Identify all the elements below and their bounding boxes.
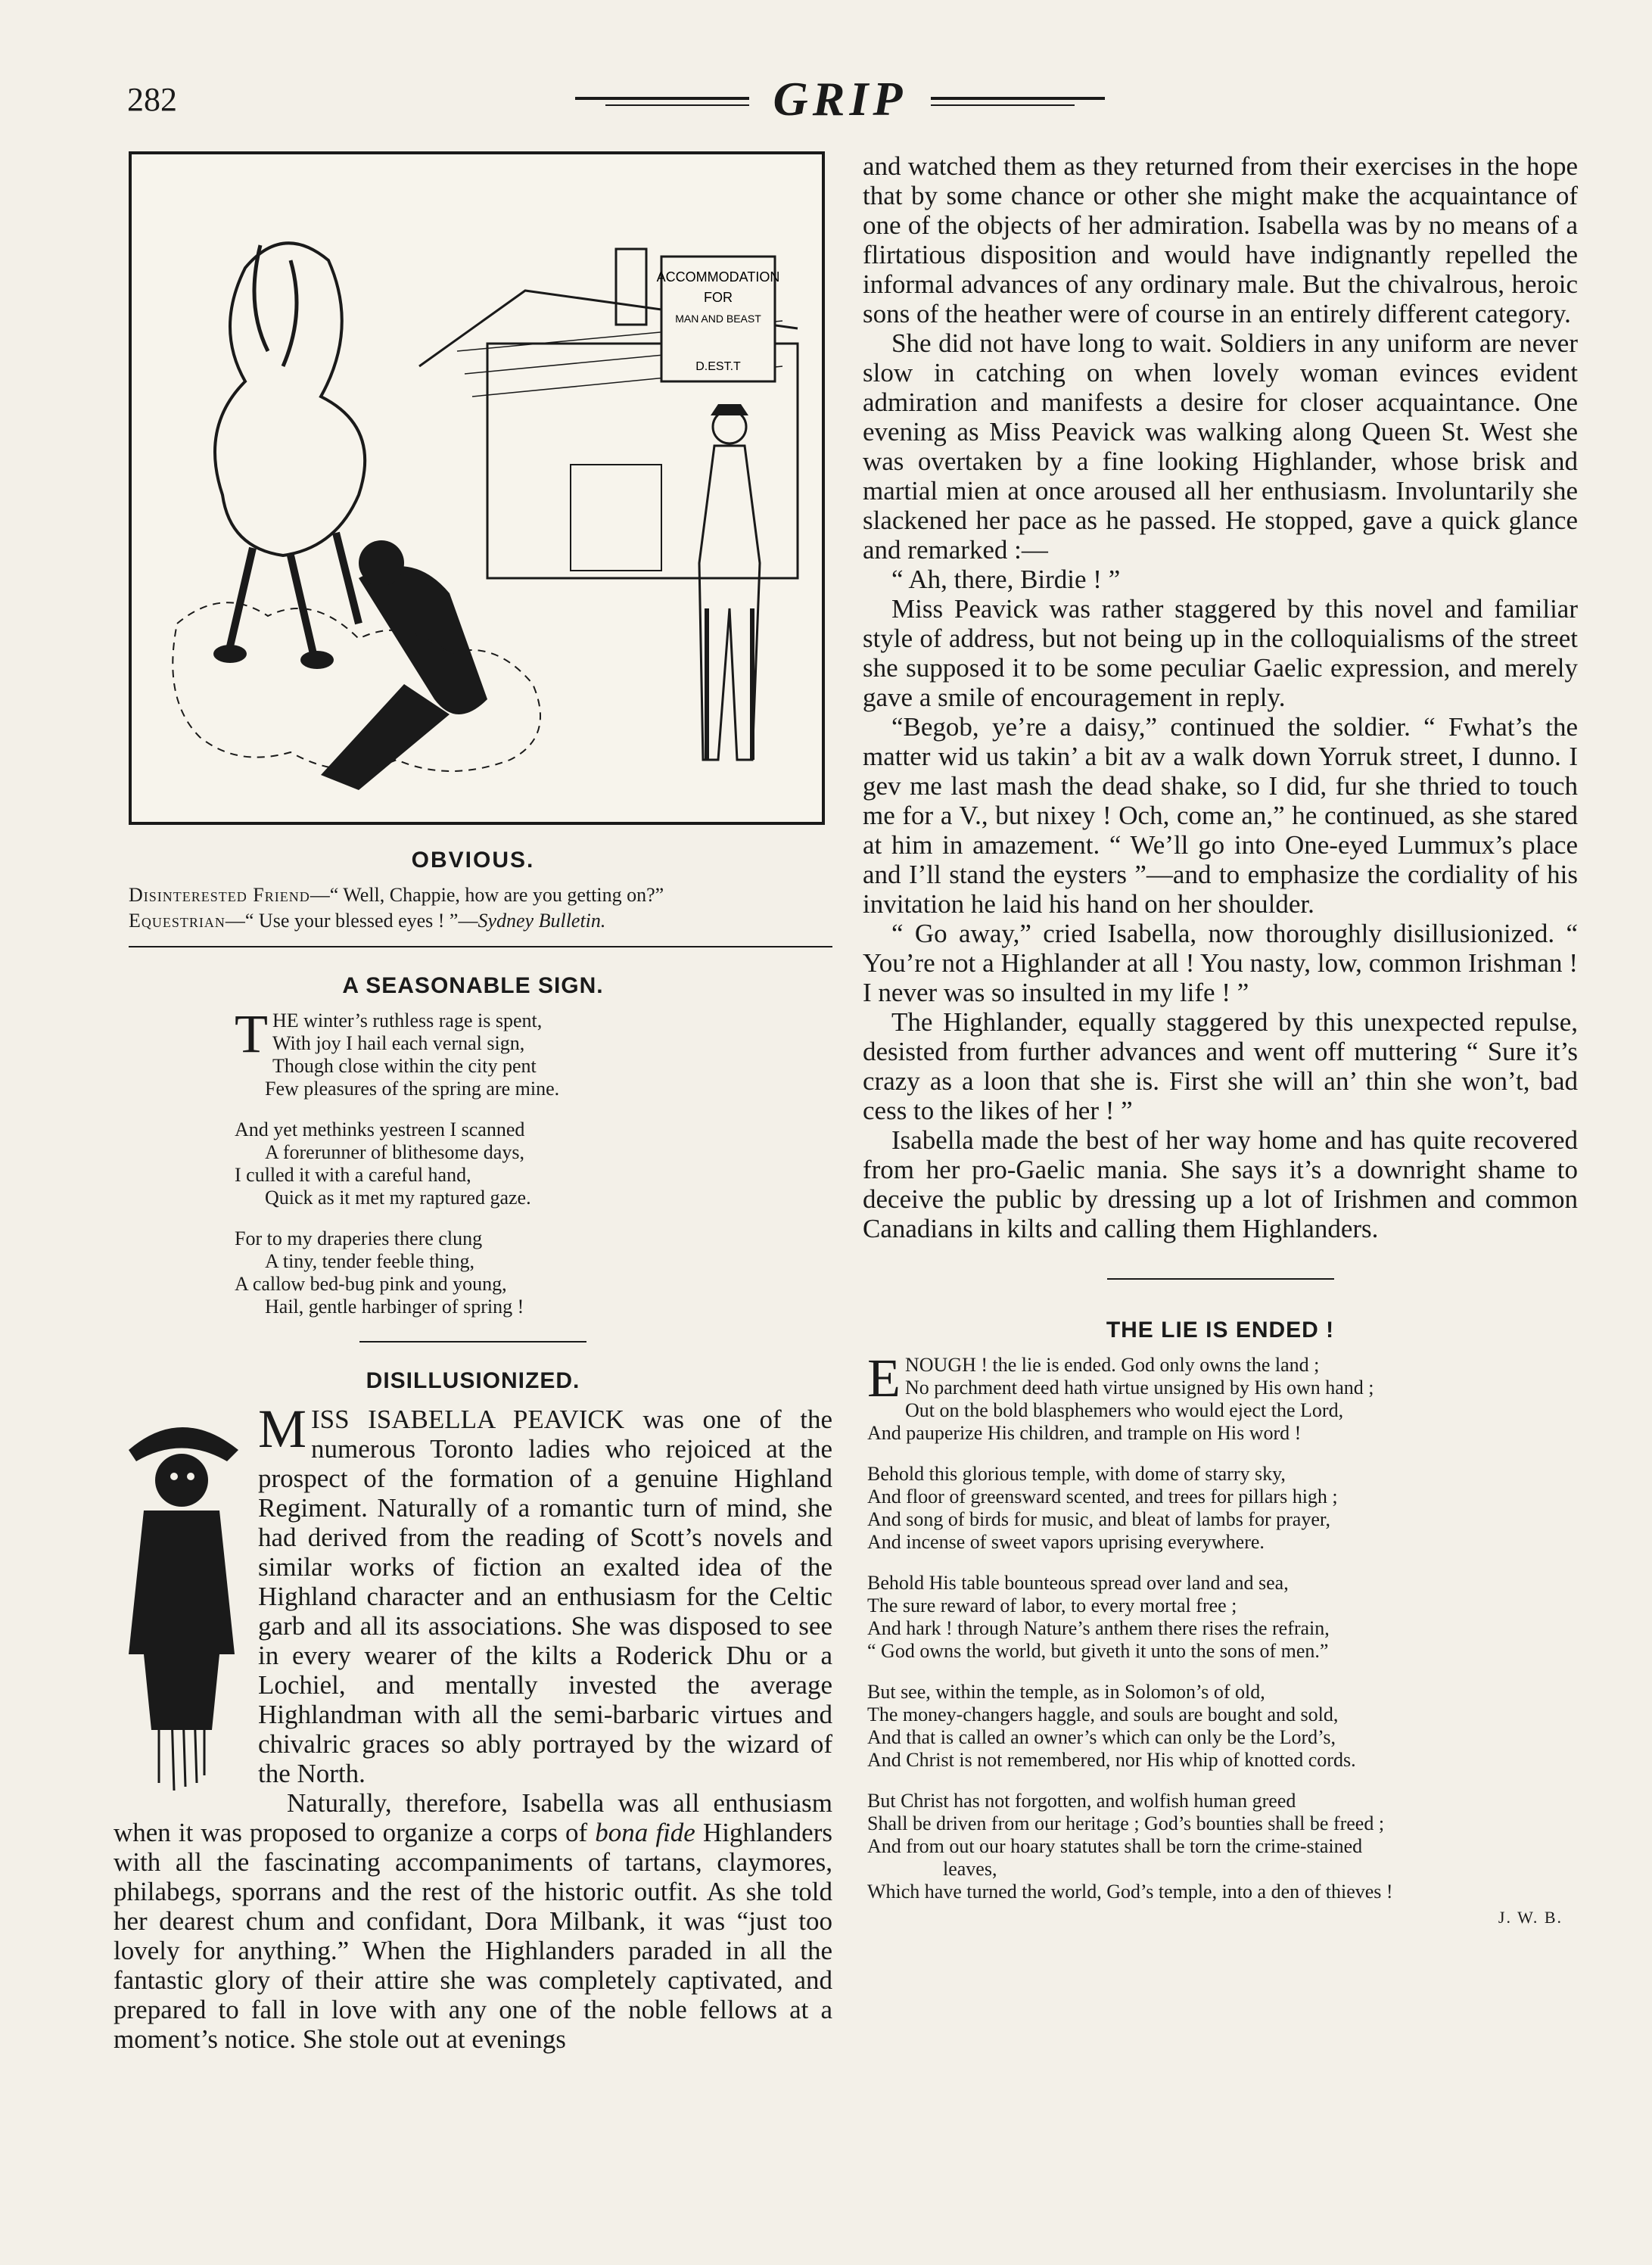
paragraph: Isabella made the best of her way home and has quite recovered from her pro-Gaelic mania. She says it’s a downright shame to deceive the public by dressing up a lot of Irishmen and common Canadians in kilts and calling them Highlanders. [863, 1125, 1578, 1243]
speaker-equestrian: Equestrian [129, 910, 226, 932]
poem-line: Which have turned the world, God’s temple, into a den of thieves ! [867, 1881, 1393, 1903]
cartoon-illustration [129, 151, 825, 825]
cartoon-caption-line-2 [129, 908, 832, 934]
poem-line: “ God owns the world, but giveth it unto the sons of men.” [867, 1640, 1329, 1662]
cartoon-drawing [132, 154, 822, 822]
sign-line-1: ACCOMMODATION [656, 269, 780, 285]
divider-rule [359, 1341, 586, 1343]
poem-line: The money-changers haggle, and souls are bought and sold, [867, 1703, 1339, 1725]
poem-line: And incense of sweet vapors uprising everywhere. [867, 1531, 1265, 1553]
poem-line: Though close within the city pent [272, 1055, 537, 1077]
poem-line: No parchment deed hath virtue unsigned by His own hand ; [904, 1377, 1374, 1399]
caption-source: Sydney Bulletin. [478, 910, 606, 932]
poem-line: And pauperize His children, and trample on His word ! [867, 1422, 1302, 1444]
poem-stanza [867, 1681, 1578, 1772]
divider-rule [129, 946, 832, 947]
poem-line: A callow bed-bug pink and young, [235, 1273, 507, 1295]
poem-line: Quick as it met my raptured gaze. [265, 1187, 531, 1209]
divider-rule [1107, 1278, 1334, 1280]
poem-line: Behold this glorious temple, with dome of starry sky, [867, 1463, 1286, 1485]
poem-line: Few pleasures of the spring are mine. [265, 1078, 560, 1100]
poem-line: And Christ is not remembered, nor His whip of knotted cords. [867, 1749, 1356, 1771]
paragraph-text: ISS ISABELLA PEAVICK was one of the numerous Toronto ladies who rejoiced at the prospect of the formation of a genuine Highland Regiment. Naturally of a romantic turn of mind, she had derived from the reading of Scott’s novels and similar works of fiction an exalted idea of the Highland character and an enthusiasm for the Celtic garb and all its associations. She was disposed to see in every wearer of the kilts a Roderick Dhu or a Lochiel, and mentally invested the average Highlandman with all the semi-barbaric virtues and chivalric graces so ably portrayed by the wizard of the North. [258, 1405, 832, 1788]
poem-stanza [235, 1003, 832, 1100]
poem-line: leaves, [943, 1858, 997, 1880]
poem-stanza [235, 1118, 832, 1209]
masthead-rule-right [931, 97, 1105, 100]
poem-stanza [235, 1227, 832, 1318]
poem-line: But Christ has not forgotten, and wolfish human greed [867, 1790, 1296, 1812]
cartoon-caption-line-1 [129, 882, 832, 908]
paragraph-text: Naturally, therefore, Isabella was all enthusiasm when it was proposed to organize a corps of [114, 1788, 832, 1847]
paragraph [114, 1788, 832, 2054]
poem-line: With joy I hail each vernal sign, [272, 1032, 525, 1054]
poem-line: Out on the bold blasphemers who would eject the Lord, [904, 1399, 1344, 1421]
poem-line: And hark ! through Nature’s anthem there rises the refrain, [867, 1617, 1330, 1639]
masthead [575, 67, 1105, 127]
paragraph: and watched them as they returned from their exercises in the hope that by some chance or other she might make the acquaintance of one of the objects of her admiration. Isabella was by no means of a flirtatious disposition and would have indignantly repelled the informal advances of any ordinary male. But the chivalrous, heroic sons of the heather were of course in an entirely different category. [863, 151, 1578, 328]
poem-stanza [867, 1572, 1578, 1663]
sign-line-2: FOR [704, 290, 733, 305]
paragraph: “ Go away,” cried Isabella, now thoroughly disillusionized. “ You’re not a Highlander at all ! You nasty, low, common Irishman ! I never was so insulted in my life ! ” [863, 919, 1578, 1007]
poem-line: For to my draperies there clung [235, 1227, 483, 1249]
masthead-rule-left [575, 97, 749, 100]
paragraph: The Highlander, equally staggered by this unexpected repulse, desisted from further advances and went off muttering “ Sure it’s crazy as a loon that she is. First she will an’ thin she won’t, bad cess to the likes of her ! ” [863, 1007, 1578, 1125]
dropcap-t: T [235, 1003, 268, 1064]
disillusionized-article-right [863, 151, 1578, 1243]
poem-line: A tiny, tender feeble thing, [265, 1250, 475, 1272]
masthead-title: GRIP [773, 72, 907, 126]
poem-stanza [867, 1463, 1578, 1554]
caption-line-1-text: —“ Well, Chappie, how are you getting on?” [310, 884, 664, 906]
right-column [863, 151, 1578, 1929]
disillusionized-title: DISILLUSIONIZED. [366, 1368, 580, 1393]
paragraph: “ Ah, there, Birdie ! ” [891, 565, 1121, 594]
poem-line: Hail, gentle harbinger of spring ! [265, 1296, 524, 1318]
sign-line-3: MAN AND BEAST [675, 313, 761, 325]
highlander-figure [114, 1405, 246, 1798]
paragraph-text: Highlanders with all the fascinating accompaniments of tartans, claymores, philabegs, sporrans and the rest of the historic outfit. As she told her dearest chum and confidant, Dora Milbank, it was “just too lovely for anything.” When the Highlanders paraded in all the fantastic glory of their attire she was completely captivated, and prepared to fall in love with any one of the noble fellows at a moment’s notice. She stole out at evenings [114, 1818, 832, 2054]
page-number: 282 [127, 81, 177, 118]
paragraph: “Begob, ye’re a daisy,” continued the soldier. “ Fwhat’s the matter wid us takin’ a bit av a walk down Yorruk street, I dunno. I gev me last mash the dead shake, so I did, fur she thried to touch me for a V., but nixey ! Och, come an,” he continued, as she stared at him in amazement. “ We’ll go into One-eyed Lummux’s place and I’ll stand the eysters ”—and to emphasize the cordiality of his invitation he laid his hand on her shoulder. [863, 712, 1578, 919]
poem-line: Shall be driven from our heritage ; God’s bounties shall be freed ; [867, 1812, 1385, 1834]
lie-ended-title: THE LIE IS ENDED ! [1106, 1318, 1335, 1343]
cartoon-title: OBVIOUS. [411, 848, 535, 873]
poem-line: And that is called an owner’s which can only be the Lord’s, [867, 1726, 1336, 1748]
caption-line-2-text: —“ Use your blessed eyes ! ”— [225, 910, 478, 932]
poem-line: But see, within the temple, as in Solomon’s of old, [867, 1681, 1265, 1703]
masthead-rule-right-thin [931, 104, 1075, 106]
poem-line: HE winter’s ruthless rage is spent, [272, 1010, 543, 1031]
disillusionized-article-left [114, 1399, 832, 2054]
dropcap-e: E [867, 1348, 901, 1408]
poem-line: And floor of greensward scented, and trees for pillars high ; [867, 1486, 1338, 1507]
left-column [114, 151, 832, 2054]
speaker-disinterested-friend: Disinterested Friend [129, 884, 310, 906]
poem-signature: J. W. B. [1498, 1908, 1563, 1927]
poem-line: The sure reward of labor, to every mortal free ; [867, 1595, 1237, 1616]
poem-line: Behold His table bounteous spread over land and sea, [867, 1572, 1289, 1594]
poem-line: And song of birds for music, and bleat of lambs for prayer, [867, 1508, 1330, 1530]
sign-line-4: D.EST.T [695, 360, 741, 373]
poem-line: I culled it with a careful hand, [235, 1164, 471, 1186]
italic-text: bona fide [595, 1818, 695, 1847]
poem-line: And from out our hoary statutes shall be torn the crime-stained [867, 1835, 1363, 1857]
poem-line: A forerunner of blithesome days, [265, 1141, 524, 1163]
lie-ended-poem [867, 1348, 1578, 1929]
poem-stanza [867, 1790, 1578, 1903]
paragraph: Miss Peavick was rather staggered by this novel and familiar style of address, but not being up in the colloquialisms of the street she supposed it to be some peculiar Gaelic expression, and merely gave a smile of encouragement in reply. [863, 594, 1578, 712]
paragraph: She did not have long to wait. Soldiers in any uniform are never slow in catching on when lovely woman evinces evident admiration and manifests a desire for closer acquaintance. One evening as Miss Peavick was walking along Queen St. West she was overtaken by a fine looking Highlander, whose brisk and martial mien at once aroused all her enthusiasm. Involuntarily she slackened her pace as he passed. He stopped, gave a quick glance and remarked :— [863, 328, 1578, 565]
seasonable-sign-poem [235, 1003, 832, 1318]
poem-line: NOUGH ! the lie is ended. God only owns the land ; [904, 1354, 1320, 1376]
masthead-rule-left-thin [605, 104, 749, 106]
dropcap-m: M [258, 1399, 307, 1459]
seasonable-sign-title: A SEASONABLE SIGN. [342, 973, 604, 998]
poem-line: And yet methinks yestreen I scanned [235, 1118, 525, 1140]
poem-stanza [867, 1348, 1578, 1445]
